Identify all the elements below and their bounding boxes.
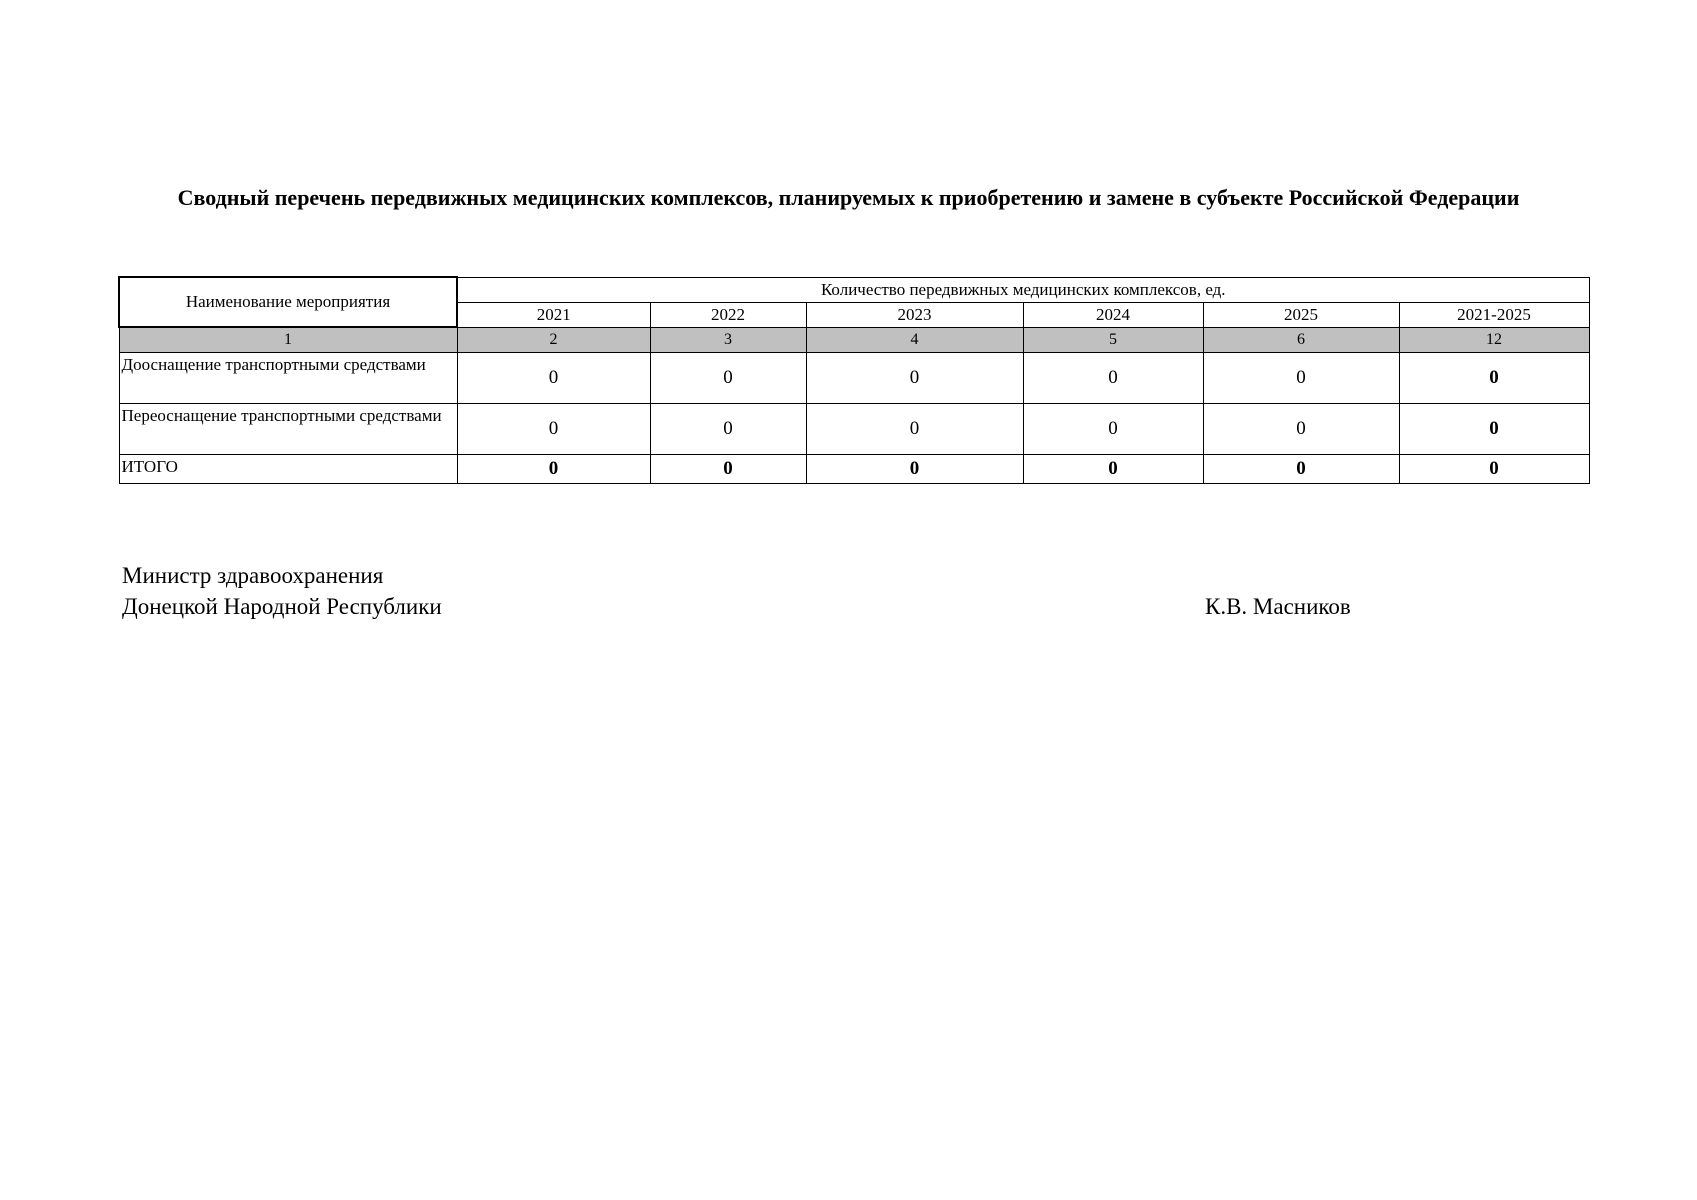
cell-value: 0 (1023, 404, 1203, 455)
total-value: 0 (1023, 455, 1203, 484)
column-number: 4 (806, 327, 1023, 353)
cell-value: 0 (1203, 404, 1399, 455)
header-year-2023: 2023 (806, 302, 1023, 327)
column-number: 2 (457, 327, 650, 353)
cell-value: 0 (650, 353, 806, 404)
total-row (119, 455, 1589, 484)
cell-row-total: 0 (1399, 353, 1589, 404)
header-year-2021: 2021 (457, 302, 650, 327)
row-name: Переоснащение транспортными средствами (119, 404, 457, 455)
header-year-2025: 2025 (1203, 302, 1399, 327)
cell-row-total: 0 (1399, 404, 1589, 455)
cell-value: 0 (1203, 353, 1399, 404)
header-name: Наименование мероприятия (119, 277, 457, 327)
header-row-group (119, 277, 1589, 302)
cell-value: 0 (1023, 353, 1203, 404)
total-value: 0 (1203, 455, 1399, 484)
cell-value: 0 (806, 404, 1023, 455)
cell-value: 0 (457, 353, 650, 404)
column-number: 1 (119, 327, 457, 353)
column-number: 5 (1023, 327, 1203, 353)
document-title: Сводный перечень передвижных медицинских комплексов, планируемых к приобретению и замене в субъекте Российской Федерации (177, 185, 1520, 210)
signer-position-line2: Донецкой Народной Республики (122, 594, 442, 619)
header-year-2024: 2024 (1023, 302, 1203, 327)
table-row (119, 353, 1589, 404)
column-number: 3 (650, 327, 806, 353)
column-number-row (119, 327, 1589, 353)
total-value: 0 (457, 455, 650, 484)
total-label: ИТОГО (119, 455, 457, 484)
row-name: Дооснащение транспортными средствами (119, 353, 457, 404)
cell-value: 0 (806, 353, 1023, 404)
table-row (119, 404, 1589, 455)
signature-block (122, 560, 442, 622)
column-number: 12 (1399, 327, 1589, 353)
header-year-2022: 2022 (650, 302, 806, 327)
cell-value: 0 (650, 404, 806, 455)
signer-position-line1: Министр здравоохранения (122, 563, 384, 588)
column-number: 6 (1203, 327, 1399, 353)
total-value: 0 (806, 455, 1023, 484)
cell-value: 0 (457, 404, 650, 455)
header-quantity-group: Количество передвижных медицинских комплексов, ед. (457, 277, 1589, 302)
header-year-total: 2021-2025 (1399, 302, 1589, 327)
total-value: 0 (650, 455, 806, 484)
signer-name: К.В. Масников (1205, 594, 1351, 619)
summary-table (118, 276, 1590, 484)
total-value: 0 (1399, 455, 1589, 484)
